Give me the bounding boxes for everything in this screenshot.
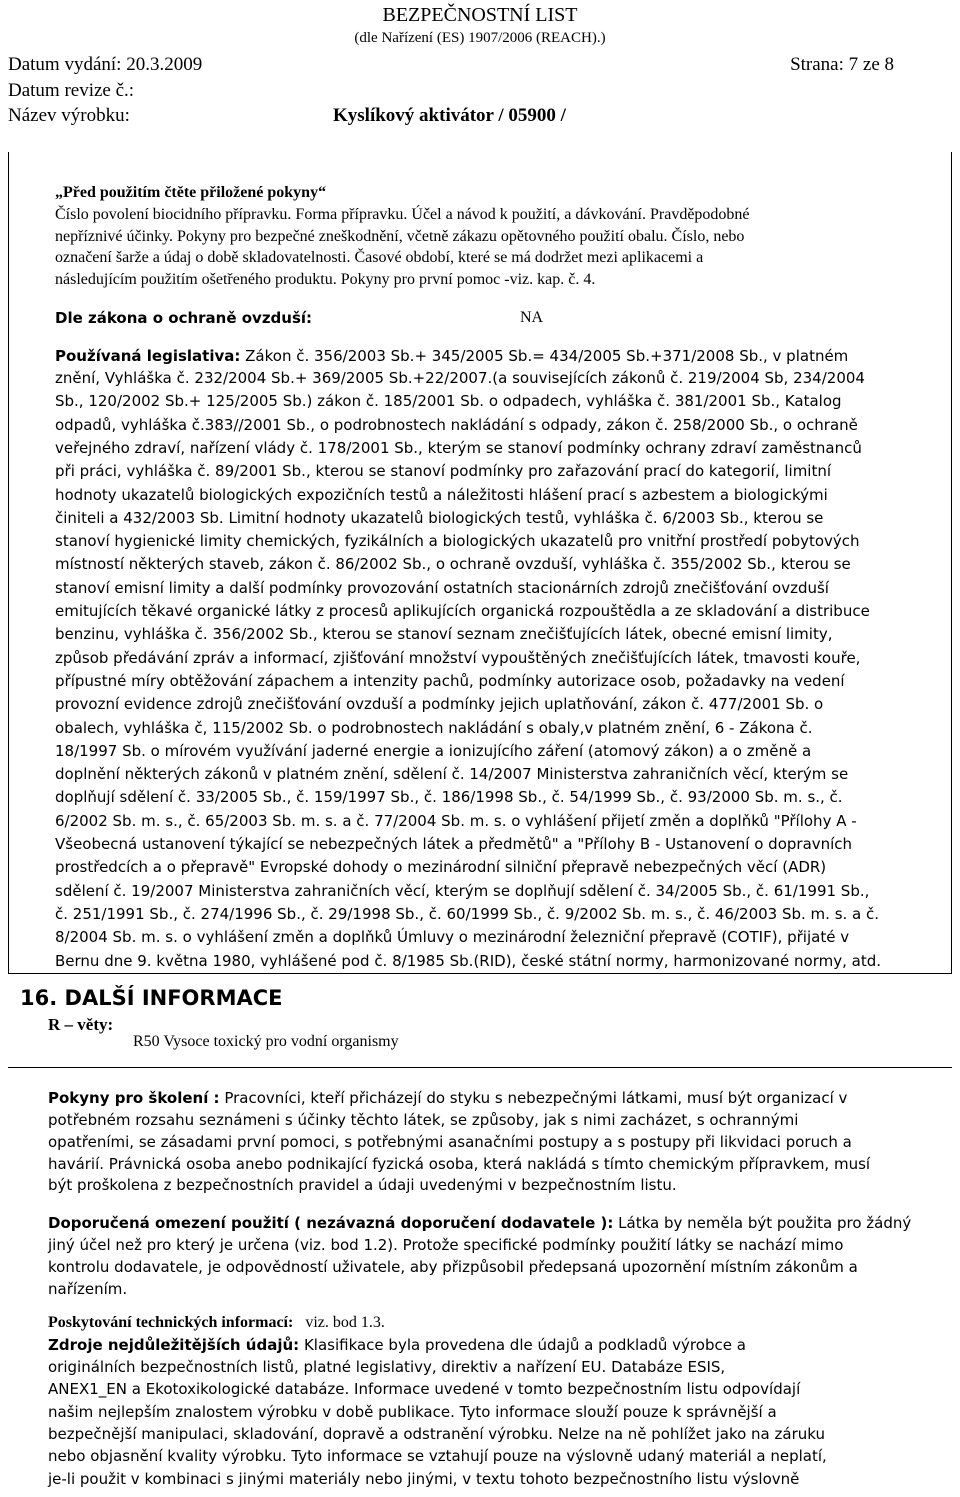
sources-first-line bbox=[48, 1334, 746, 1356]
text-line: kontrolu dodavatele, je odpovědností uživatele, aby přizpůsobil předepsaná upozornění místním zákonům a bbox=[48, 1258, 858, 1276]
biocide-notice: „Před použitím čtěte přiložené pokyny“ bbox=[55, 184, 327, 201]
text-line: 8/2004 Sb. m. s. o vyhlášení změn a doplňků Úmluvy o mezinárodní železniční přepravě (COTIF), přijaté v bbox=[55, 928, 850, 947]
text-line: potřebném rozsahu seznámeni s účinky těchto látek, se způsoby, jak s nimi zacházet, s ochrannými bbox=[48, 1111, 799, 1129]
air-protection-row bbox=[55, 307, 312, 329]
document-title: BEZPEČNOSTNÍ LIST bbox=[382, 4, 578, 26]
technical-info-line bbox=[48, 1312, 385, 1334]
sources-first-text: Klasifikace byla provedena dle údajů a podkladů výrobce a bbox=[303, 1336, 746, 1354]
text-line: havárií. Právnická osoba anebo podnikající fyzická osoba, která nakládá s tímto chemickým přípravkem, musí bbox=[48, 1154, 871, 1173]
text-line: 6/2002 Sb. m. s., č. 65/2003 Sb. m. s. a č. 77/2004 Sb. m. s. o vyhlášení přijetí změn a doplňků "Přílohy A - bbox=[55, 811, 857, 830]
text-line: nařízením. bbox=[48, 1280, 128, 1298]
restriction-first-text: Látka by neměla být použita pro žádný bbox=[618, 1214, 912, 1232]
regulation-reference bbox=[0, 29, 960, 47]
text-line: nepříznivé účinky. Pokyny pro bezpečné zneškodnění, včetně zákazu opětovného použití obalu. Číslo, nebo bbox=[55, 227, 745, 245]
text-line: emitujících těkavé organické látky z procesů aplikujících organická rozpouštědla a ze skladování a distribuce bbox=[55, 602, 870, 620]
legislation-label: Používaná legislativa: bbox=[55, 347, 241, 365]
text-line: Číslo povolení biocidního přípravku. Forma přípravku. Účel a návod k použití, a dávkování. Pravděpodobné bbox=[55, 206, 750, 223]
text-line: provozní evidence zdrojů znečišťování ovzduší a podmínky jejich uplatňování, zákon č. 477/2001 Sb. o bbox=[55, 695, 824, 714]
text-line: doplnění některých zákonů v platném znění, sdělení č. 14/2007 Ministerstva zahraničních věcí, kterým se bbox=[55, 765, 849, 784]
section-16-heading: 16. DALŠÍ INFORMACE bbox=[20, 986, 283, 1010]
air-protection-label: Dle zákona o ochraně ovzduší: bbox=[55, 309, 313, 327]
page-number: Strana: 7 ze 8 bbox=[790, 54, 894, 75]
text-line: Všeobecná ustanovení týkající se nebezpečných látek a předmětů" a "Přílohy B - Ustanovení o dopravních bbox=[55, 835, 853, 853]
text-line: Bernu dne 9. května 1980, vyhlášené pod č. 8/1985 Sb.(RID), české státní normy, harmonizované normy, atd. bbox=[55, 951, 882, 970]
text-line: obalech, vyhláška č, 115/2002 Sb. o podrobnostech nakládání s obaly,v platném znění, 6 - Zákona č. bbox=[55, 718, 813, 737]
product-label: Název výrobku: bbox=[8, 105, 130, 126]
text-line: ANEX1_EN a Ekotoxikologické databáze. Informace uvedené v tomto bezpečnostním listu odpovídají bbox=[48, 1380, 801, 1399]
legislation-first-text: Zákon č. 356/2003 Sb.+ 345/2005 Sb.= 434/2005 Sb.+371/2008 Sb., v platném bbox=[245, 347, 849, 365]
issue-date: Datum vydání: 20.3.2009 bbox=[8, 54, 203, 75]
text-line: místností některých staveb, zákon č. 86/2002 Sb., o ochraně ovzduší, vyhláška č. 355/2002 Sb., kterou se bbox=[55, 555, 851, 574]
text-line: označení šarže a údaj o době skladovatelnosti. Časové období, které se má dodržet mezi aplikacemi a bbox=[55, 249, 704, 266]
r-phrases-divider bbox=[8, 1067, 952, 1068]
text-line: při práci, vyhláška č. 89/2001 Sb., kterou se stanoví podmínky pro zařazování prací do kategorií, limitní bbox=[55, 462, 832, 481]
text-line: benzinu, vyhláška č. 356/2002 Sb., kterou se stanoví seznam znečišťujících látek, obecné emisní limity, bbox=[55, 625, 833, 644]
text-line: prostředcích a o přepravě" Evropské dohody o mezinárodní silniční přepravě nebezpečných věcí (ADR) bbox=[55, 858, 827, 877]
text-line: sdělení č. 19/2007 Ministerstva zahraničních věcí, kterým se doplňují sdělení č. 34/2005 Sb., č. 61/1991 Sb., bbox=[55, 881, 870, 900]
text-line: nebo objasnění kvality výrobku. Tyto informace se vztahují pouze na výslovně udaný materiál a neplatí, bbox=[48, 1447, 827, 1466]
r-phrases-value: R50 Vysoce toxický pro vodní organismy bbox=[133, 1033, 399, 1050]
text-line: přípustné míry obtěžování zápachem a intenzity pachů, podmínky autorizace osob, požadavky na vedení bbox=[55, 671, 845, 690]
text-line: činiteli a 432/2003 Sb. Limitní hodnoty ukazatelů biologických testů, vyhláška č. 6/2003 Sb., kterou se bbox=[55, 508, 824, 527]
text-line: bezpečnější manipulaci, skladování, dopravě a odstranění výrobku. Nelze na ně pohlížet jako na záruku bbox=[48, 1424, 825, 1443]
r-phrases-label: R – věty: bbox=[48, 1015, 114, 1034]
text-line: způsob předávání zpráv a informací, zjišťování množství vypouštěných znečišťujících látek, tmavosti kouře, bbox=[55, 648, 861, 667]
text-line: stanoví emisní limity a další podmínky provozování ostatních stacionárních zdrojů znečišťování ovzduší bbox=[55, 578, 829, 597]
text-line: být proškolena z bezpečnostních pravidel a údaji uvedenými v bezpečnostním listu. bbox=[48, 1176, 677, 1195]
restriction-first-line bbox=[48, 1212, 911, 1234]
text-line: hodnoty ukazatelů biologických expozičních testů a náležitosti hlášení prací s azbestem a biologickými bbox=[55, 485, 828, 504]
restriction-label: Doporučená omezení použití ( nezávazná doporučení dodavatele ): bbox=[48, 1214, 614, 1232]
text-line: je-li použit v kombinaci s jinými materiály nebo jinými, v textu tohoto bezpečnostního listu výslovně bbox=[48, 1469, 800, 1488]
text-line: našim nejlepším znalostem výrobku v době publikace. Tyto informace slouží pouze k správnější a bbox=[48, 1402, 777, 1421]
text-line: odpadů, vyhláška č.383//2001 Sb., o podrobnostech nakládání s odpady, zákon č. 258/2000 Sb., o ochraně bbox=[55, 415, 858, 434]
text-line: následujícím použitím ošetřeného produktu. Pokyny pro první pomoc -viz. kap. č. 4. bbox=[55, 270, 596, 288]
training-first-line bbox=[48, 1087, 847, 1109]
section-divider bbox=[8, 973, 952, 974]
text-line: originálních bezpečnostních listů, platné legislativy, direktiv a nařízení EU. Databáze ESIS, bbox=[48, 1358, 726, 1376]
sources-label: Zdroje nejdůležitějších údajů: bbox=[48, 1336, 300, 1354]
regulation-text: (dle Nařízení (ES) 1907/2006 (REACH).) bbox=[354, 30, 606, 46]
air-protection-value: NA bbox=[520, 309, 544, 326]
training-label: Pokyny pro školení : bbox=[48, 1089, 220, 1107]
revision-date: Datum revize č.: bbox=[8, 80, 135, 101]
training-first-text: Pracovníci, kteří přicházejí do styku s nebezpečnými látkami, musí být organizací v bbox=[224, 1089, 848, 1107]
legislation-first-line bbox=[55, 345, 848, 367]
text-line: veřejného zdraví, nařízení vlády č. 178/2001 Sb., kterým se stanoví podmínky ochrany zdraví zaměstnanců bbox=[55, 438, 862, 457]
text-line: stanoví hygienické limity chemických, fyzikálních a biologických ukazatelů pro vnitřní prostředí pobytových bbox=[55, 532, 860, 551]
text-line: znění, Vyhláška č. 232/2004 Sb.+ 369/2005 Sb.+22/2007.(a souvisejících zákonů č. 219/2004 Sb, 234/2004 bbox=[55, 369, 865, 387]
text-line: 18/1997 Sb. o mírovém využívání jaderné energie a ionizujícího záření (atomový zákon) a o změně a bbox=[55, 741, 812, 760]
text-line: Sb., 120/2002 Sb.+ 125/2005 Sb.) zákon č. 185/2001 Sb. o odpadech, vyhláška č. 381/2001 Sb., Katalog bbox=[55, 392, 842, 411]
text-line: doplňují sdělení č. 33/2005 Sb., č. 159/1997 Sb., č. 186/1998 Sb., č. 54/1999 Sb., č. 93/2000 Sb. m. s., č. bbox=[55, 788, 843, 807]
text-line: č. 251/1991 Sb., č. 274/1996 Sb., č. 29/1998 Sb., č. 60/1999 Sb., č. 9/2002 Sb. m. s., č. 46/2003 Sb. m. s. a č. bbox=[55, 904, 880, 923]
technical-info-value: viz. bod 1.3. bbox=[305, 1314, 385, 1331]
text-line: jiný účel než pro který je určena (viz. bod 1.2). Protože specifické podmínky použití látky se nachází mimo bbox=[48, 1236, 844, 1254]
technical-info-label: Poskytování technických informací: bbox=[48, 1314, 294, 1331]
product-name: Kyslíkový aktivátor / 05900 / bbox=[333, 105, 566, 126]
text-line: opatřeními, se zásadami první pomoci, s potřebnými asanačními postupy a s postupy při likvidaci poruch a bbox=[48, 1132, 852, 1151]
